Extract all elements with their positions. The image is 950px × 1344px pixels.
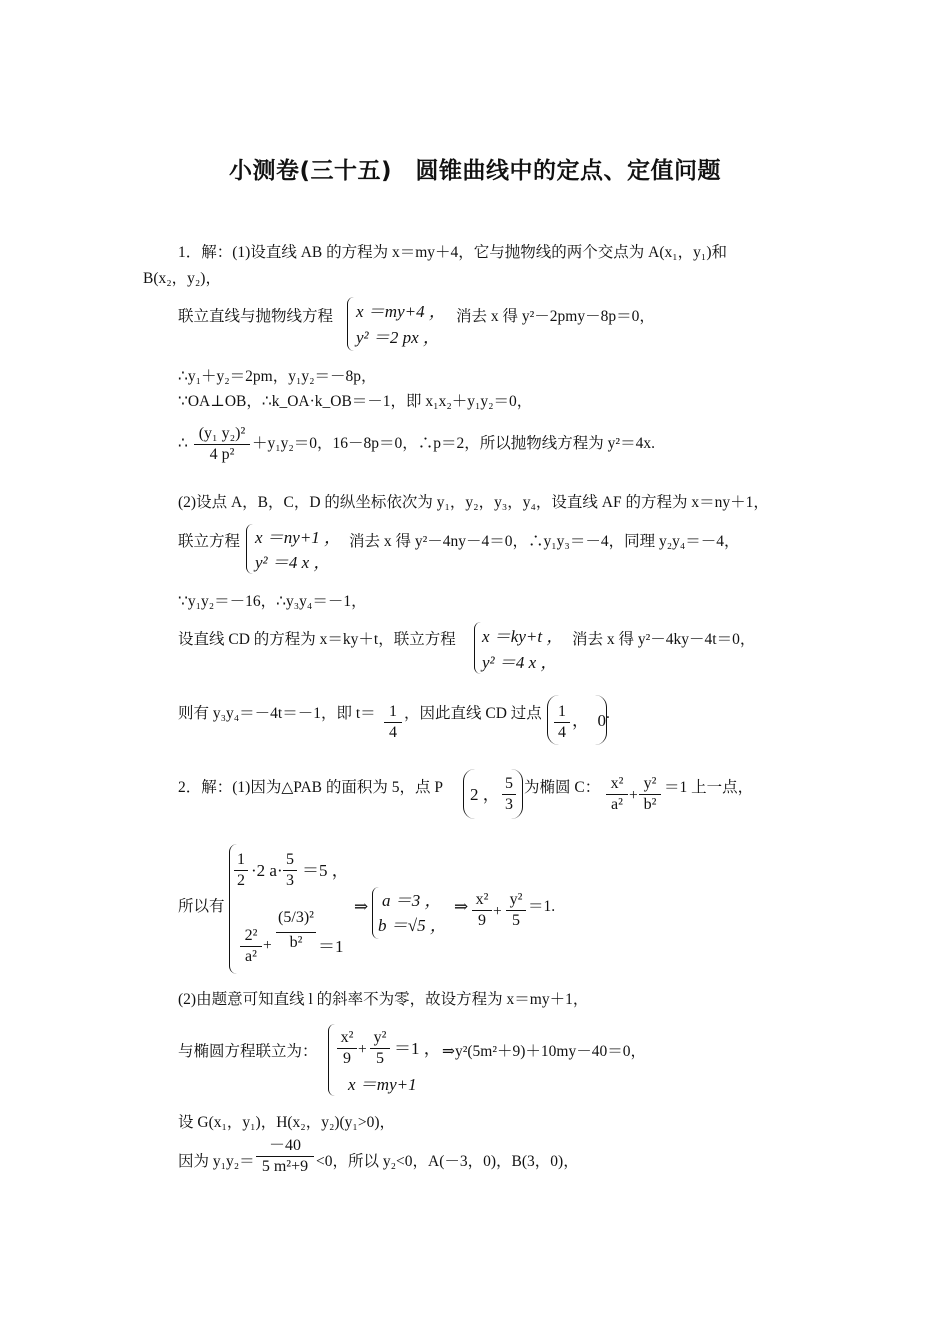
- p1-line-7: (2)设点 A，B，C，D 的纵坐标依次为 y₁，y₂，y₃，y₄，设直线 AF 的方程为 x＝ny＋1，: [178, 494, 769, 511]
- p2-line-4-post: ⇒y²(5m²＋9)＋10my－40＝0，: [442, 1043, 646, 1060]
- p1-point-second: ， 0: [572, 711, 606, 730]
- fraction-denominator: 5: [506, 910, 526, 931]
- p1-line-11-mid: ，因此直线 CD 过点: [404, 705, 542, 722]
- fraction-denominator: 3: [283, 870, 297, 891]
- fraction-numerator: (y₁ y₂)²: [198, 425, 246, 442]
- p2-line-6-post: <0，所以 y₂<0，A(－3，0)，B(3，0)，: [316, 1153, 579, 1170]
- plus-sign: +: [493, 903, 502, 920]
- fraction-denominator: 5 m²+9: [256, 1156, 314, 1177]
- p2-line-6-pre: 因为 y₁y₂＝: [178, 1153, 255, 1170]
- p2-line-2-label: 所以有: [178, 898, 225, 915]
- p1-point-fraction: [554, 702, 570, 743]
- p1-line-3-label: 联立直线与抛物线方程: [178, 308, 334, 325]
- p1-line-5: ∵OA⊥OB，∴k_OA·k_OB＝－1，即 x₁x₂＋y₁y₂＝0，: [178, 393, 533, 410]
- fraction-numerator: y²: [373, 1029, 387, 1046]
- system-brace: [474, 622, 481, 674]
- fraction-numerator: x²: [475, 891, 489, 908]
- system-1-mid: ·2 a·: [251, 861, 283, 880]
- fraction-denominator: 9: [337, 1048, 357, 1069]
- p2-line-5: 设 G(x₁，y₁)，H(x₂，y₂)(y₁>0)，: [178, 1114, 395, 1131]
- ellipse-fraction-x: [606, 774, 628, 815]
- p1-line-9: ∵y₁y₂＝－16，∴y₃y₄＝－1，: [178, 593, 367, 610]
- plus-sign: +: [629, 787, 638, 804]
- p1-fraction-t: [384, 702, 402, 743]
- ellipse-fraction-x: [337, 1028, 357, 1069]
- system-brace: [246, 524, 253, 574]
- p1-line-10-post: 消去 x 得 y²－4ky－4t＝0，: [572, 631, 756, 648]
- result-a: a ＝3 ，: [382, 891, 442, 910]
- system-2-fraction-b: [276, 900, 316, 953]
- p2-line-1-pre: 2．解：(1)因为△PAB 的面积为 5，点 P: [178, 779, 443, 796]
- p1-line-2: B(x₂，y₂)，: [143, 270, 221, 287]
- p1-system-2-b: y² ＝4 x ，: [255, 553, 331, 572]
- fraction-numerator: －40: [268, 1137, 301, 1154]
- p2-line-4-label: 与椭圆方程联立为：: [178, 1043, 318, 1060]
- final-equation-post: ＝1.: [528, 898, 556, 915]
- system-ellipse-post: ＝1 ，: [394, 1039, 441, 1058]
- fraction-numerator: (5/3)²: [278, 909, 314, 926]
- p1-line-10-label: 设直线 CD 的方程为 x＝ky＋t，联立方程: [178, 631, 456, 648]
- fraction-denominator: 3: [502, 794, 516, 815]
- fraction-numerator: y²: [643, 775, 657, 792]
- system-brace: [328, 1024, 335, 1096]
- fraction-numerator: 1: [237, 851, 245, 868]
- p1-line-11-end: .: [606, 705, 610, 722]
- ellipse-fraction-y: [639, 774, 661, 815]
- system-brace: [347, 297, 354, 351]
- fraction-numerator: x²: [610, 775, 624, 792]
- fraction-numerator: 5: [505, 775, 513, 792]
- system-2-post: ＝1: [318, 937, 344, 956]
- fraction-denominator: 2: [234, 870, 248, 891]
- p1-line-8-post: 消去 x 得 y²－4ny－4＝0，∴y₁y₃＝－4，同理 y₂y₄＝－4，: [349, 533, 740, 550]
- p2-line-1-mid: 为椭圆 C：: [524, 779, 601, 796]
- ellipse-fraction-y: [370, 1028, 390, 1069]
- fraction-denominator: 9: [472, 910, 492, 931]
- p2-point-fraction: [502, 774, 516, 815]
- fraction-denominator: b²: [276, 932, 316, 953]
- p1-line-4: ∴y₁＋y₂＝2pm，y₁y₂＝－8p，: [178, 368, 377, 385]
- five-thirds-fraction: [283, 850, 297, 891]
- system-2-fraction-a: [240, 926, 262, 967]
- implies-arrow: ⇒: [354, 897, 369, 916]
- p2-point-x: 2 ，: [470, 785, 500, 804]
- p1-line-11-pre: 则有 y₃y₄＝－4t＝－1，即 t＝: [178, 705, 376, 722]
- final-fraction-y: [506, 890, 526, 931]
- fraction-numerator: 2²: [244, 927, 258, 944]
- p1-line-6-pre: ∴: [178, 435, 188, 452]
- p2-line-3: (2)由题意可知直线 l 的斜率不为零，故设方程为 x＝my＋1，: [178, 991, 589, 1008]
- product-fraction: [256, 1136, 314, 1177]
- plus-sign: +: [358, 1041, 367, 1058]
- system-1-post: ＝5 ，: [302, 861, 349, 880]
- p1-line-8-label: 联立方程: [178, 533, 241, 550]
- fraction-denominator: 5: [370, 1048, 390, 1069]
- fraction-numerator: y²: [509, 891, 523, 908]
- result-b: b ＝√5 ，: [378, 916, 447, 935]
- fraction-denominator: 4 p²: [194, 444, 250, 465]
- fraction-denominator: a²: [240, 946, 262, 967]
- fraction-denominator: a²: [606, 794, 628, 815]
- p1-system-3-b: y² ＝4 x ，: [482, 653, 558, 672]
- p1-system-2-a: x ＝ny+1 ，: [255, 528, 342, 547]
- fraction-denominator: 4: [554, 722, 570, 743]
- p1-system-1-b: y² ＝2 px ，: [356, 328, 440, 347]
- p1-line-6-post: ＋y₁y₂＝0，16－8p＝0，∴p＝2，所以抛物线方程为 y²＝4x.: [252, 435, 655, 452]
- system-line-eq: x ＝my+1: [348, 1075, 417, 1094]
- fraction-denominator: b²: [639, 794, 661, 815]
- p1-line-1: 1．解：(1)设直线 AB 的方程为 x＝my＋4，它与抛物线的两个交点为 A(x₁，y₁)和: [178, 244, 727, 261]
- final-fraction-x: [472, 890, 492, 931]
- fraction-numerator: 5: [286, 851, 294, 868]
- implies-arrow: ⇒: [454, 897, 469, 916]
- fraction-numerator: 1: [558, 703, 566, 720]
- p1-system-3-a: x ＝ky+t ，: [482, 627, 564, 646]
- p1-line-3-post: 消去 x 得 y²－2pmy－8p＝0，: [456, 308, 655, 325]
- p1-fraction-1: [194, 424, 250, 465]
- page-title: 小测卷(三十五) 圆锥曲线中的定点、定值问题: [228, 158, 722, 184]
- p1-system-1-a: x ＝my+4 ，: [356, 302, 446, 321]
- half-fraction: [234, 850, 248, 891]
- fraction-numerator: x²: [340, 1029, 354, 1046]
- p2-line-1-post: ＝1 上一点，: [664, 779, 754, 796]
- fraction-numerator: 1: [389, 703, 397, 720]
- fraction-denominator: 4: [384, 722, 402, 743]
- plus-sign: +: [263, 937, 272, 954]
